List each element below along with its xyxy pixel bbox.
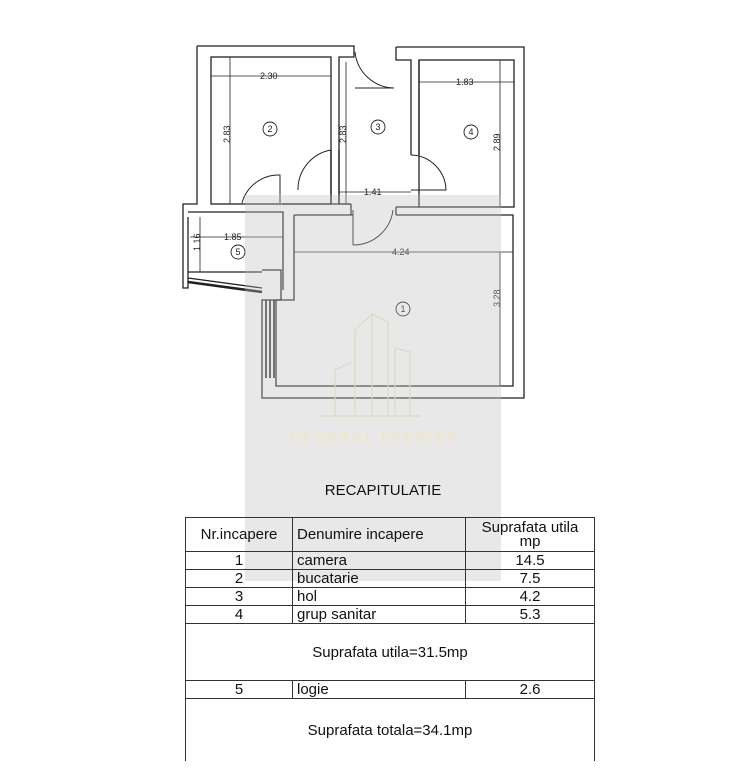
- dimension-label: 2.30: [260, 71, 278, 81]
- cell-name: logie: [293, 681, 466, 699]
- header-nr: Nr.incapere: [186, 518, 293, 552]
- dimension-label: 3.28: [492, 289, 502, 307]
- header-area: Suprafata utila mp: [466, 518, 595, 552]
- grand-total-row: [186, 699, 595, 762]
- cell-name: hol: [293, 588, 466, 606]
- room-number: 4: [468, 127, 474, 137]
- cell-nr: 5: [186, 681, 293, 699]
- room-number: 1: [400, 304, 406, 314]
- dimension-label: 2.89: [492, 133, 502, 151]
- cell-area: 2.6: [466, 681, 595, 699]
- room-number: 5: [235, 247, 241, 257]
- dimension-label: 1.41: [364, 187, 382, 197]
- table-row: [186, 588, 595, 606]
- useful-total-row: [186, 624, 595, 681]
- room-number: 2: [267, 124, 273, 134]
- cell-name: camera: [293, 552, 466, 570]
- dimension-label: 1.83: [456, 77, 474, 87]
- recap-table: [185, 517, 595, 761]
- grand-total: Suprafata totala=34.1mp: [186, 699, 595, 762]
- table-row: [186, 681, 595, 699]
- cell-nr: 2: [186, 570, 293, 588]
- cell-nr: 4: [186, 606, 293, 624]
- dimension-label: 1.85: [224, 232, 242, 242]
- table-row: [186, 606, 595, 624]
- dimension-label: 4.24: [392, 247, 410, 257]
- header-name: Denumire incapere: [293, 518, 466, 552]
- table-row: [186, 552, 595, 570]
- recap-title: RECAPITULATIE: [324, 482, 442, 499]
- cell-area: 14.5: [466, 552, 595, 570]
- useful-total: Suprafata utila=31.5mp: [186, 624, 595, 681]
- cell-area: 4.2: [466, 588, 595, 606]
- cell-nr: 1: [186, 552, 293, 570]
- table-row: [186, 570, 595, 588]
- table-header: [186, 518, 595, 552]
- cell-name: bucatarie: [293, 570, 466, 588]
- room-number: 3: [375, 122, 381, 132]
- dimension-label: 2.83: [338, 125, 348, 143]
- cell-nr: 3: [186, 588, 293, 606]
- cell-name: grup sanitar: [293, 606, 466, 624]
- dimension-label: 2.83: [222, 125, 232, 143]
- dimension-label: 1.16: [192, 233, 202, 251]
- watermark-text: GENERAL ESTATES: [289, 428, 457, 447]
- cell-area: 5.3: [466, 606, 595, 624]
- cell-area: 7.5: [466, 570, 595, 588]
